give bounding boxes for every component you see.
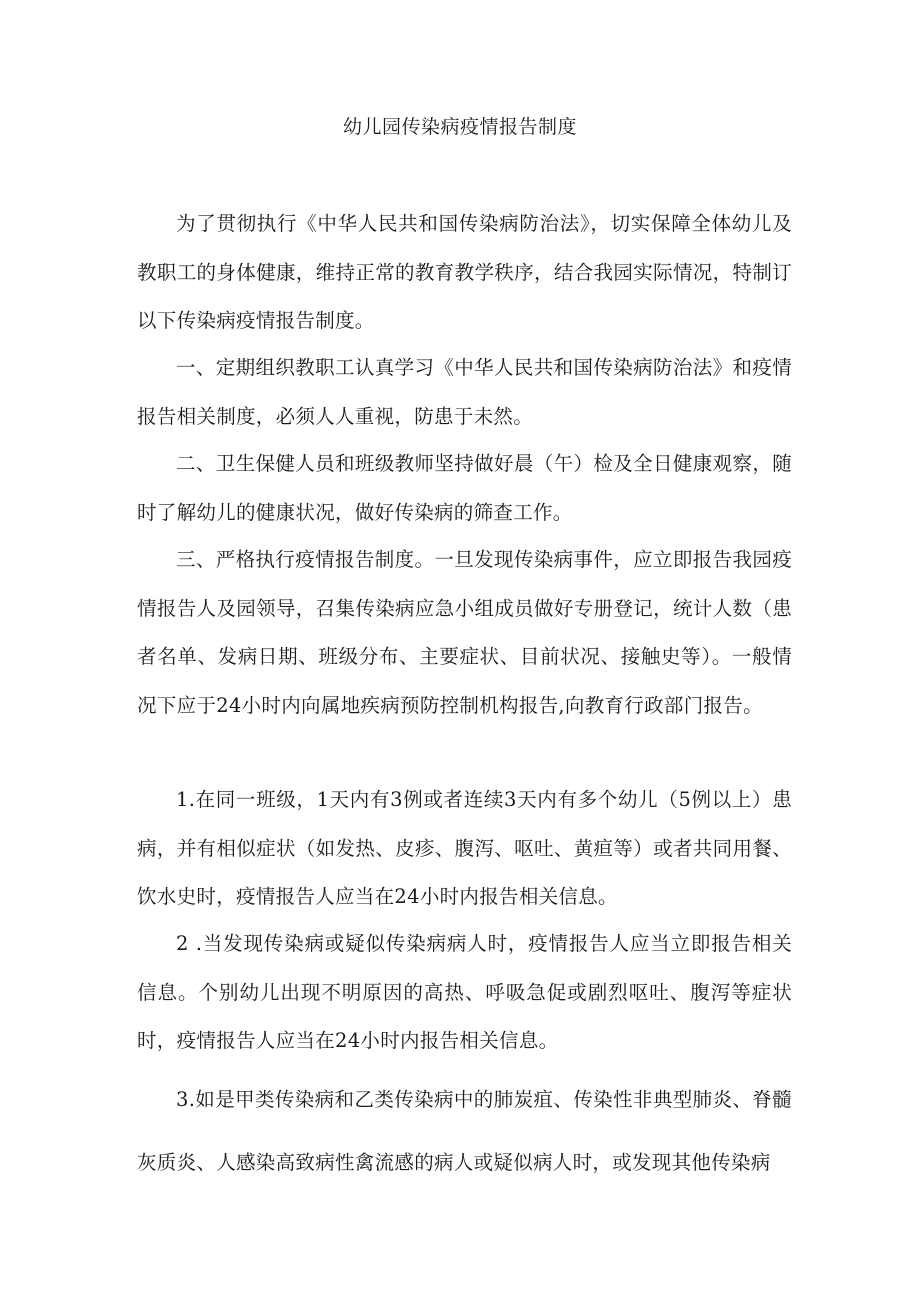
document-title: 幼儿园传染病疫情报告制度: [342, 116, 577, 138]
paragraph-subitem-3: 3.如是甲类传染病和乙类传染病中的肺炭疽、传染性非典型肺炎、脊髓灰质炎、人感染高致病性禽流感的病人或疑似病人时，或发现其他传染病: [137, 1088, 792, 1174]
paragraph-item-2: 二、卫生保健人员和班级教师坚持做好晨（午）检及全日健康观察，随时了解幼儿的健康状况，做好传染病的筛查工作。: [137, 452, 792, 524]
paragraph-item-1: 一、定期组织教职工认真学习《中华人民共和国传染病防治法》和疫情报告相关制度，必须人人重视，防患于未然。: [137, 356, 792, 428]
paragraph-subitem-1: 1.在同一班级，1天内有3例或者连续3天内有多个幼儿（5例以上）患病，并有相似症状（如发热、皮疹、腹泻、呕吐、黄疸等）或者共同用餐、饮水史时，疫情报告人应当在24小时内报告相关信息。: [137, 788, 792, 908]
paragraph-subitem-2: 2 .当发现传染病或疑似传染病病人时，疫情报告人应当立即报告相关信息。个别幼儿出现不明原因的高热、呼吸急促或剧烈呕吐、腹泻等症状时，疫情报告人应当在24小时内报告相关信息。: [137, 932, 792, 1052]
paragraph-item-3: 三、严格执行疫情报告制度。一旦发现传染病事件，应立即报告我园疫情报告人及园领导，召集传染病应急小组成员做好专册登记，统计人数（患者名单、发病日期、班级分布、主要症状、目前状况、接触史等）。一般情况下应于24小时内向属地疾病预防控制机构报告,向教育行政部门报告。: [137, 548, 792, 717]
paragraph-intro: 为了贯彻执行《中华人民共和国传染病防治法》，切实保障全体幼儿及教职工的身体健康，维持正常的教育教学秩序，结合我园实际情况，特制订以下传染病疫情报告制度。: [137, 212, 792, 332]
